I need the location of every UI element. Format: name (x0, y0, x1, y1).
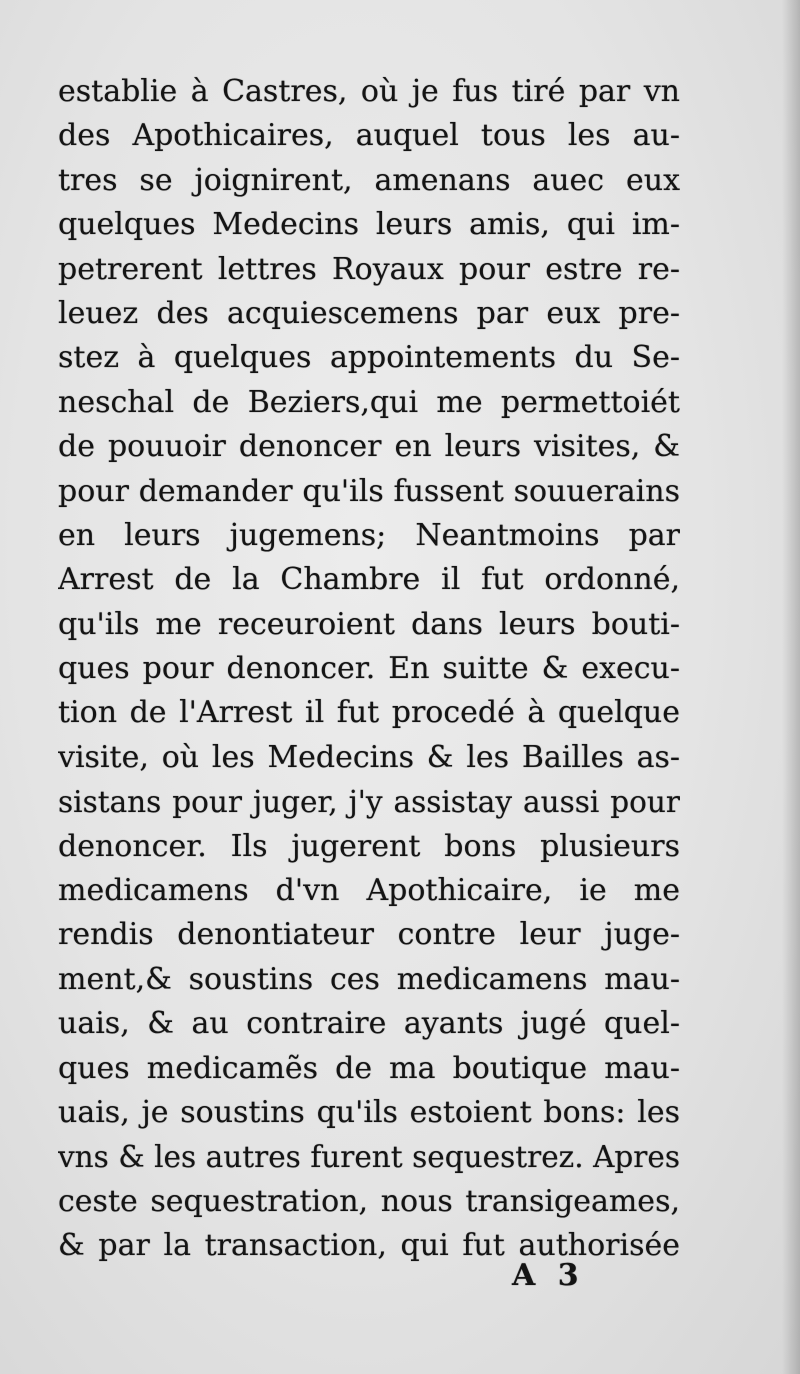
text-line: denoncer. Ils jugerent bons plusieurs (58, 828, 680, 864)
text-line: stez à quelques appointements du Se- (58, 340, 680, 376)
page-body-text (58, 70, 680, 1269)
text-line: petrerent lettres Royaux pour estre re- (58, 251, 680, 287)
text-line: tion de l'Arrest il fut procedé à quelque (58, 695, 680, 731)
page-edge-shadow (782, 0, 800, 1374)
text-line: leuez des acquiescemens par eux pre- (58, 295, 680, 331)
text-line: & par la transaction, qui fut authorisée (58, 1228, 680, 1264)
text-line: tres se joignirent, amenans auec eux (58, 162, 680, 198)
text-line: vns & les autres furent sequestrez. Apres (58, 1140, 680, 1175)
text-line: medicamens d'vn Apothicaire, ie me (58, 873, 680, 909)
text-line: visite, où les Medecins & les Bailles as- (58, 739, 680, 775)
text-line: Arrest de la Chambre il fut ordonné, (58, 562, 680, 598)
text-line: quelques Medecins leurs amis, qui im- (58, 207, 680, 243)
text-line: ques medicamẽs de ma boutique mau- (58, 1050, 680, 1086)
text-line: de pouuoir denoncer en leurs visites, & (58, 429, 680, 465)
text-line: rendis denontiateur contre leur juge- (58, 917, 680, 953)
signature-mark: A 3 (512, 1258, 585, 1293)
text-line: uais, & au contraire ayants jugé quel- (58, 1006, 680, 1042)
text-line: ceste sequestration, nous transigeames, (58, 1183, 680, 1219)
text-line: uais, je soustins qu'ils estoient bons: les (58, 1094, 680, 1130)
text-line: pour demander qu'ils fussent souuerains (58, 473, 680, 509)
text-line: ment,& soustins ces medicamens mau- (58, 961, 680, 997)
text-line: en leurs jugemens; Neantmoins par (58, 517, 680, 553)
text-line: neschal de Beziers,qui me permettoiét (58, 384, 680, 420)
text-line: sistans pour juger, j'y assistay aussi pour (58, 785, 680, 820)
text-line: ques pour denoncer. En suitte & execu- (58, 651, 680, 687)
text-line: establie à Castres, où je fus tiré par vn (58, 74, 680, 109)
text-line: des Apothicaires, auquel tous les au- (58, 118, 680, 154)
text-line: qu'ils me receuroient dans leurs bouti- (58, 606, 680, 642)
